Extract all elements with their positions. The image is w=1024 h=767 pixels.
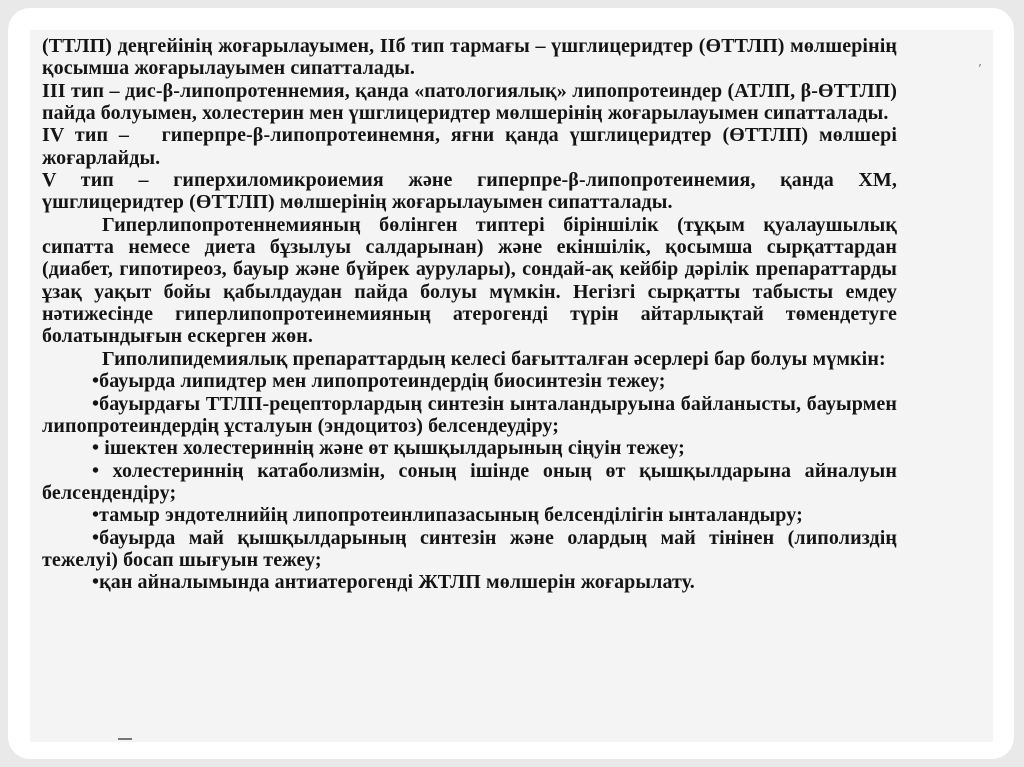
list-item bbox=[42, 393, 897, 438]
scan-mark: ’ bbox=[978, 62, 982, 76]
paragraph-1 bbox=[42, 35, 897, 80]
list-item-text: •бауырда май қышқылдарының синтезін және олардың май тінінен (липолиздің тежелуі) босап шығуын тежеу; bbox=[42, 526, 897, 571]
slide bbox=[8, 8, 1014, 759]
list-item-text: •бауырдағы ТТЛП-рецепторлардың синтезін ынталандыруына байланысты, бауырмен липопротеиндердің ұсталуын (эндоцитоз) белсендеудіру; bbox=[42, 392, 897, 437]
document-text bbox=[42, 35, 903, 594]
scan-artifact bbox=[118, 738, 132, 740]
paragraph-hypolipidemic-effects bbox=[42, 348, 897, 370]
paragraph-hyperlipoproteinemia-types bbox=[42, 214, 897, 348]
paragraph-text: Гиполипидемиялық препараттардың келесі бағытталған әсерлері бар болуы мүмкін: bbox=[102, 347, 886, 370]
paragraph-type-5 bbox=[42, 169, 897, 214]
list-item bbox=[42, 437, 897, 459]
paragraph-text: дис-β-липопротеннемия, қанда «патологиялық» липопротеиндер (АТЛП, β-ӨТТЛП) пайда болуымен, холестерин мен үшглицеридтер мөлшерінің жоғарылауымен сипатталады. bbox=[42, 79, 897, 125]
paragraph-text: гиперпре-β-липопротеинемня, яғни қанда үшглицеридтер (ӨТТЛП) мөлшері жоғарлайды. bbox=[42, 124, 903, 169]
paragraph-text: (ТТЛП) деңгейінің жоғарылауымен, IIб тип тармағы – үшглицеридтер (ӨТТЛП) мөлшерінің қосымша жоғарылауымен сипатталады. bbox=[42, 35, 897, 80]
type-label: III тип – bbox=[42, 79, 120, 102]
scanned-page bbox=[30, 30, 993, 742]
list-item bbox=[42, 504, 897, 526]
paragraph-text: – гиперхиломикроиемия және гиперпре-β-липопротеинемия, қанда ХМ, үшглицеридтер (ӨТТЛП) мөлшерінің жоғарылауымен сипатталады. bbox=[42, 169, 897, 214]
list-item-text: • ішектен холестериннің және өт қышқылдарының сіңуін тежеу; bbox=[92, 437, 685, 460]
type-label: V тип bbox=[42, 169, 114, 192]
type-label: IV тип – bbox=[42, 124, 130, 147]
list-item-text: • холестериннің катаболизмін, соның ішінде оның өт қышқылдарына айналуын белсендендіру; bbox=[42, 459, 897, 504]
list-item bbox=[42, 571, 897, 593]
list-item bbox=[42, 370, 897, 392]
paragraph-text: Гиперлипопротеннемияның бөлінген типтері біріншілік (тұқым қуалаушылық сипатта немесе диета бұзылуы салдарынан) және екіншілік, қосымша сырқаттардан (диабет, гипотиреоз, бауыр және бүйрек аурулары), сондай-ақ кейбір дәрілік препараттарды ұзақ уақыт бойы қабылдаудан пайда болуы мүмкін. Негізгі сырқатты табысты емдеу нәтижесінде гиперлипопротеинемияның атерогенді түрін айтарлықтай төмендетуге болатындығын ескерген жөн. bbox=[42, 213, 897, 348]
paragraph-type-3 bbox=[42, 80, 897, 125]
list-item bbox=[42, 527, 897, 572]
list-item-text: •тамыр эндотелнийің липопротеинлипазасының белсенділігін ынталандыру; bbox=[92, 504, 803, 527]
list-item-text: •бауырда липидтер мен липопротеиндердің биосинтезін тежеу; bbox=[92, 370, 666, 393]
paragraph-type-4 bbox=[42, 124, 903, 169]
list-item-text: •қан айналымында антиатерогенді ЖТЛП мөлшерін жоғарылату. bbox=[92, 571, 695, 594]
list-item bbox=[42, 460, 897, 505]
